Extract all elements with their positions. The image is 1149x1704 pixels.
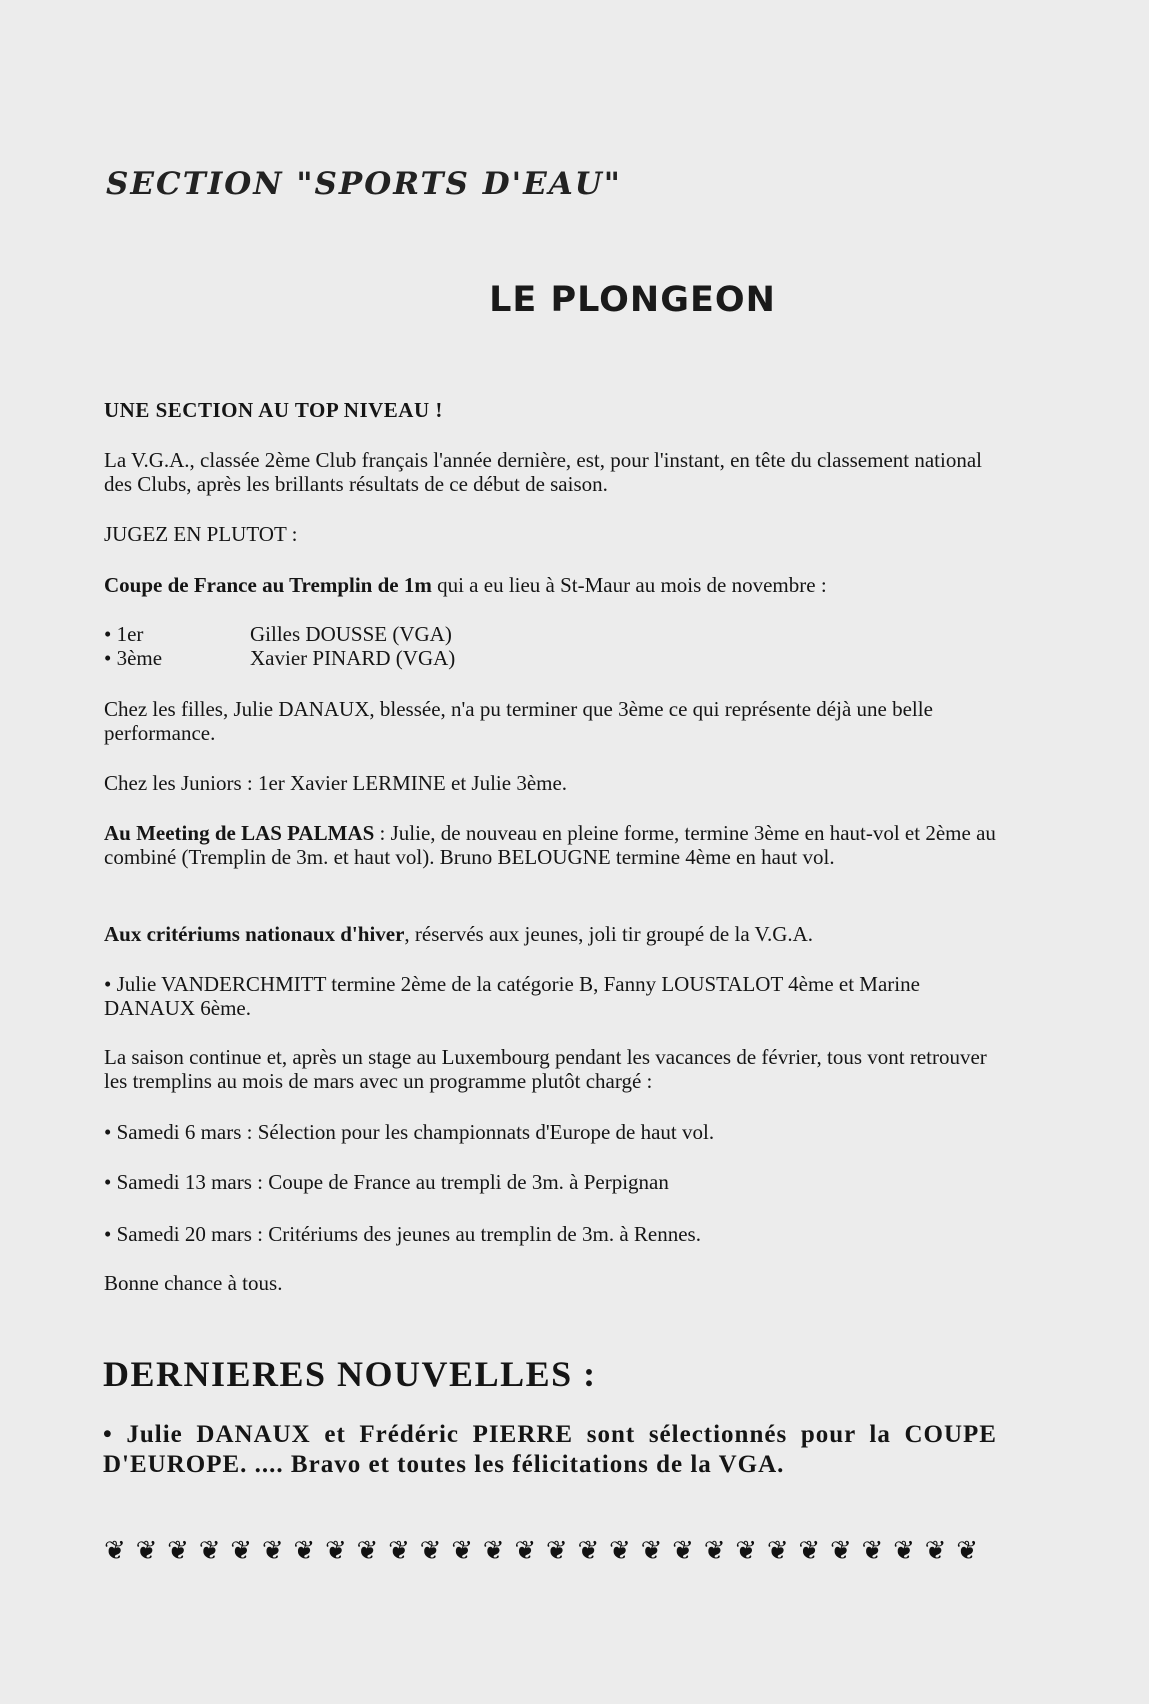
intro-paragraph: La V.G.A., classée 2ème Club français l'année dernière, est, pour l'instant, en tête du classement national des Clubs, après les brillants résultats de ce début de saison. xyxy=(104,448,983,496)
flower-ornament-icon: ❦ xyxy=(640,1536,663,1565)
result-name: Xavier PINARD (VGA) xyxy=(250,646,456,670)
flower-ornament-icon: ❦ xyxy=(482,1536,505,1565)
result-name: Gilles DOUSSE (VGA) xyxy=(250,622,452,646)
subheading: UNE SECTION AU TOP NIVEAU ! xyxy=(104,398,443,422)
filles-paragraph: Chez les filles, Julie DANAUX, blessée, n'a pu terminer que 3ème ce qui représente déjà une belle performance. xyxy=(104,697,933,745)
flower-ornament-icon: ❦ xyxy=(545,1536,568,1565)
flower-ornament-icon: ❦ xyxy=(672,1536,694,1565)
schedule-item: • Samedi 13 mars : Coupe de France au trempli de 3m. à Perpignan xyxy=(104,1170,669,1194)
coupe-rest: qui a eu lieu à St-Maur au mois de novembre : xyxy=(431,573,827,597)
flower-ornament-icon: ❦ xyxy=(514,1536,537,1565)
meeting-paragraph xyxy=(104,821,1000,869)
flower-ornament-icon: ❦ xyxy=(261,1536,284,1565)
results-list xyxy=(104,622,1000,670)
bonne-chance: Bonne chance à tous. xyxy=(104,1271,283,1295)
flower-ornament-icon: ❦ xyxy=(893,1536,915,1565)
criteriums-bold: Aux critériums nationaux d'hiver xyxy=(104,922,405,946)
flower-ornament-icon: ❦ xyxy=(167,1536,189,1565)
meeting-rest: : Julie, de nouveau en pleine forme, termine 3ème en haut-vol et 2ème au combiné (Tremplin de 3m. et haut vol). Bruno BELOUGNE termine 4ème en haut vol. xyxy=(104,821,996,869)
section-title: SECTION "SPORTS D'EAU" xyxy=(106,166,622,202)
flower-ornament-icon: ❦ xyxy=(324,1536,347,1565)
juniors-paragraph: Chez les Juniors : 1er Xavier LERMINE et Julie 3ème. xyxy=(104,771,568,795)
flower-ornament-icon: ❦ xyxy=(798,1536,821,1565)
result-rank: • 3ème xyxy=(104,646,163,670)
flower-ornament-icon: ❦ xyxy=(230,1536,253,1565)
result-row xyxy=(104,622,1000,646)
flower-ornament-icon: ❦ xyxy=(735,1536,758,1565)
flower-ornament-icon: ❦ xyxy=(451,1536,473,1565)
schedule-item: • Samedi 20 mars : Critériums des jeunes au tremplin de 3m. à Rennes. xyxy=(104,1222,701,1246)
flower-ornament-icon: ❦ xyxy=(766,1536,789,1565)
flower-ornament-icon: ❦ xyxy=(577,1536,600,1565)
criteriums-rest: , réservés aux jeunes, joli tir groupé de la V.G.A. xyxy=(404,922,814,946)
meeting-bold: Au Meeting de LAS PALMAS xyxy=(104,821,375,845)
ornament-divider xyxy=(104,1536,978,1566)
criteriums-paragraph xyxy=(104,922,1000,946)
coupe-paragraph xyxy=(104,573,1000,597)
result-rank: • 1er xyxy=(104,622,144,646)
dernieres-text: • Julie DANAUX et Frédéric PIERRE sont sélectionnés pour la COUPE D'EUROPE. .... Bravo et toutes les félicitations de la VGA. xyxy=(103,1421,997,1478)
flower-ornament-icon: ❦ xyxy=(609,1536,631,1565)
coupe-bold: Coupe de France au Tremplin de 1m xyxy=(104,573,432,597)
flower-ornament-icon: ❦ xyxy=(198,1536,221,1565)
vanderchmitt-paragraph: • Julie VANDERCHMITT termine 2ème de la catégorie B, Fanny LOUSTALOT 4ème et Marine DANAUX 6ème. xyxy=(104,972,920,1020)
dernieres-title: DERNIERES NOUVELLES : xyxy=(103,1354,597,1394)
saison-paragraph: La saison continue et, après un stage au Luxembourg pendant les vacances de février, tous vont retrouver les tremplins au mois de mars avec un programme plutôt chargé : xyxy=(104,1045,987,1093)
main-title: LE PLONGEON xyxy=(489,280,776,320)
flower-ornament-icon: ❦ xyxy=(104,1536,126,1565)
flower-ornament-icon: ❦ xyxy=(861,1536,884,1565)
result-row xyxy=(104,646,1000,670)
flower-ornament-icon: ❦ xyxy=(135,1536,158,1565)
flower-ornament-icon: ❦ xyxy=(829,1536,852,1565)
flower-ornament-icon: ❦ xyxy=(356,1536,379,1565)
flower-ornament-icon: ❦ xyxy=(419,1536,442,1565)
judge-line: JUGEZ EN PLUTOT : xyxy=(104,522,298,546)
flower-ornament-icon: ❦ xyxy=(703,1536,726,1565)
flower-ornament-icon: ❦ xyxy=(924,1536,947,1565)
flower-ornament-icon: ❦ xyxy=(956,1536,978,1565)
schedule-item: • Samedi 6 mars : Sélection pour les championnats d'Europe de haut vol. xyxy=(104,1120,715,1144)
flower-ornament-icon: ❦ xyxy=(388,1536,410,1565)
flower-ornament-icon: ❦ xyxy=(293,1536,316,1565)
